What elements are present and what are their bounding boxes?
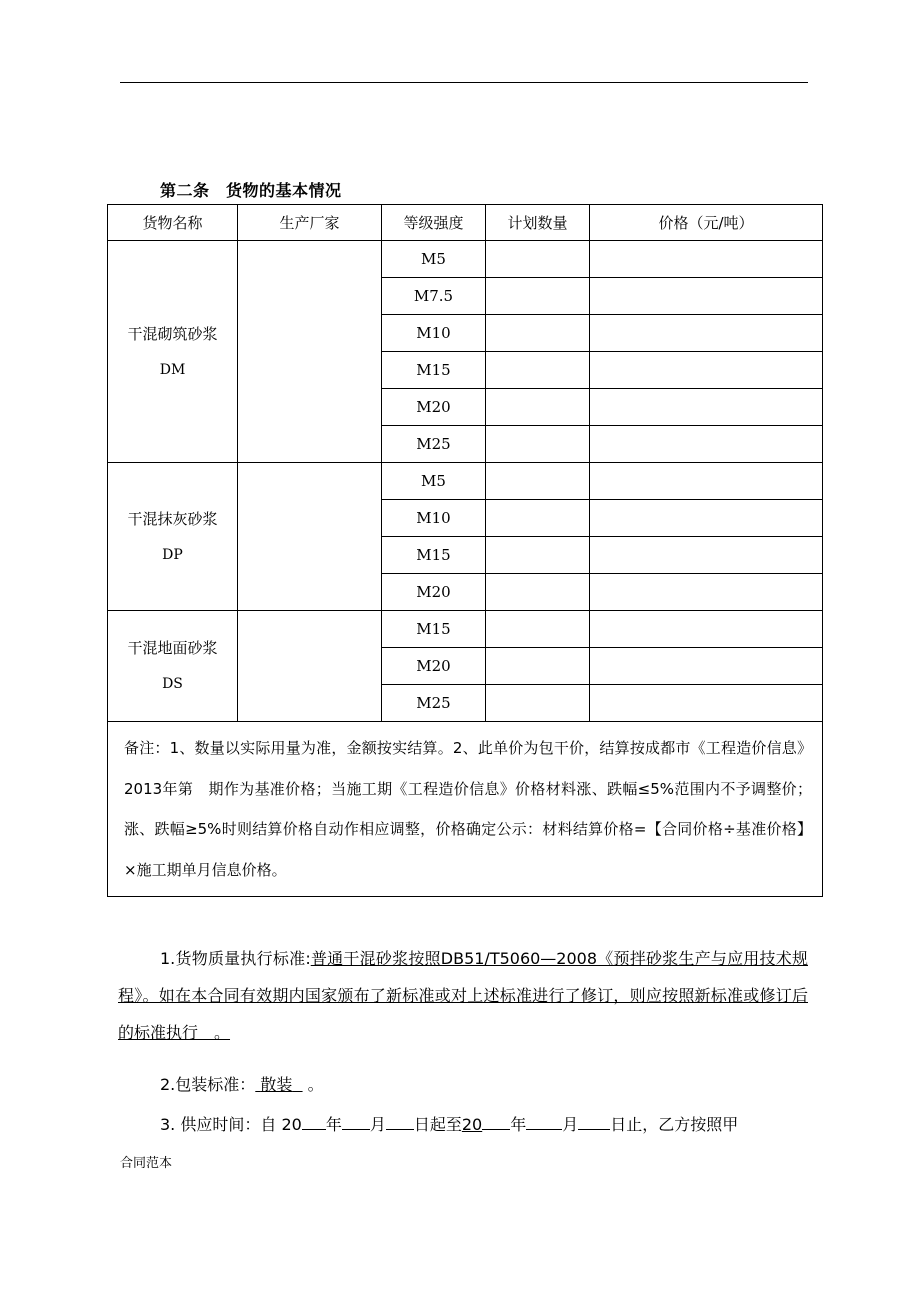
quantity-cell[interactable] xyxy=(486,574,590,611)
grade-cell: M20 xyxy=(382,389,486,426)
clause-packaging xyxy=(118,1066,808,1103)
clause3-year2-prefix: 20 xyxy=(461,1115,483,1134)
grade-cell: M5 xyxy=(382,241,486,278)
manufacturer-cell[interactable] xyxy=(238,241,382,463)
clause-quality-standard xyxy=(118,940,808,1051)
manufacturer-cell[interactable] xyxy=(238,463,382,611)
product-name: 干混地面砂浆 xyxy=(127,639,218,657)
product-name: 干混砌筑砂浆 xyxy=(127,324,218,343)
header-price: 价格（元/吨） xyxy=(590,205,823,241)
clause3-day-from: 日起至 xyxy=(413,1115,462,1134)
product-code: DM xyxy=(159,361,186,378)
quantity-cell[interactable] xyxy=(486,426,590,463)
quantity-cell[interactable] xyxy=(486,611,590,648)
day2-blank[interactable] xyxy=(578,1113,610,1130)
table-row xyxy=(108,241,823,278)
price-cell[interactable] xyxy=(590,278,823,315)
quantity-cell[interactable] xyxy=(486,537,590,574)
price-cell[interactable] xyxy=(590,426,823,463)
table-header-row xyxy=(108,205,823,241)
clause3-year1-prefix: 20 xyxy=(281,1115,302,1134)
price-cell[interactable] xyxy=(590,537,823,574)
header-goods-name: 货物名称 xyxy=(108,205,238,241)
quantity-cell[interactable] xyxy=(486,500,590,537)
header-manufacturer: 生产厂家 xyxy=(238,205,382,241)
quantity-cell[interactable] xyxy=(486,685,590,722)
product-name-cell xyxy=(108,241,238,463)
product-name: 干混抹灰砂浆 xyxy=(127,509,218,528)
month2-blank[interactable] xyxy=(526,1113,562,1130)
clause3-month1-label: 月 xyxy=(369,1115,386,1134)
grade-cell: M5 xyxy=(382,463,486,500)
grade-cell: M7.5 xyxy=(382,278,486,315)
quantity-cell[interactable] xyxy=(486,315,590,352)
quantity-cell[interactable] xyxy=(486,278,590,315)
clause3-prefix: 3. 供应时间：自 xyxy=(160,1115,277,1134)
clause3-day-to: 日止，乙方按照甲 xyxy=(610,1115,739,1134)
clause2-label: 2.包装标准： xyxy=(160,1075,256,1094)
month1-blank[interactable] xyxy=(342,1113,370,1130)
footer-label: 合同范本 xyxy=(120,1156,173,1171)
price-cell[interactable] xyxy=(590,574,823,611)
price-cell[interactable] xyxy=(590,389,823,426)
product-code: DP xyxy=(162,546,183,563)
clause2-value: 散装 xyxy=(260,1075,293,1094)
product-name-cell xyxy=(108,463,238,611)
grade-cell: M15 xyxy=(382,352,486,389)
clause1-text: 普通干混砂浆按照DB51/T5060—2008《预拌砂浆生产与应用技术规程》。如在本合同有效期内国家颁布了新标准或对上述标准进行了修订，则应按照新标准或修订后的标准执行 。 xyxy=(118,949,808,1042)
table-row xyxy=(108,463,823,500)
grade-cell: M20 xyxy=(382,574,486,611)
header-grade: 等级强度 xyxy=(382,205,486,241)
clause3-year2-label: 年 xyxy=(510,1115,527,1134)
quantity-cell[interactable] xyxy=(486,352,590,389)
clause2-end: 。 xyxy=(307,1075,324,1094)
table-row xyxy=(108,611,823,648)
header-quantity: 计划数量 xyxy=(486,205,590,241)
grade-cell: M10 xyxy=(382,315,486,352)
price-cell[interactable] xyxy=(590,611,823,648)
header-rule xyxy=(120,82,808,83)
quantity-cell[interactable] xyxy=(486,241,590,278)
day1-blank[interactable] xyxy=(386,1113,414,1130)
clause-supply-time xyxy=(118,1106,808,1143)
section-title: 第二条 货物的基本情况 xyxy=(160,181,342,200)
goods-table xyxy=(107,204,823,897)
manufacturer-cell[interactable] xyxy=(238,611,382,722)
quantity-cell[interactable] xyxy=(486,389,590,426)
price-cell[interactable] xyxy=(590,463,823,500)
year2-blank[interactable] xyxy=(482,1113,510,1130)
quantity-cell[interactable] xyxy=(486,463,590,500)
clause3-month2-label: 月 xyxy=(562,1115,579,1134)
price-cell[interactable] xyxy=(590,315,823,352)
remark-text: 备注：1、数量以实际用量为准，金额按实结算。2、此单价为包干价，结算按成都市《工程造价信息》2013年第 期作为基准价格；当施工期《工程造价信息》价格材料涨、跌幅≤5%范围内不予调整价；涨、跌幅≥5%时则结算价格自动作相应调整，价格确定公示：材料结算价格=【合同价格÷基准价格】×施工期单月信息价格。 xyxy=(108,722,823,897)
grade-cell: M15 xyxy=(382,537,486,574)
year1-blank[interactable] xyxy=(302,1113,326,1130)
price-cell[interactable] xyxy=(590,352,823,389)
clause1-label: 1.货物质量执行标准: xyxy=(160,949,311,968)
price-cell[interactable] xyxy=(590,500,823,537)
product-name-cell xyxy=(108,611,238,722)
quantity-cell[interactable] xyxy=(486,648,590,685)
clause3-year1-label: 年 xyxy=(325,1115,342,1134)
remark-row xyxy=(108,722,823,897)
grade-cell: M25 xyxy=(382,426,486,463)
grade-cell: M20 xyxy=(382,648,486,685)
product-code: DS xyxy=(162,676,183,692)
table-body xyxy=(108,241,823,897)
price-cell[interactable] xyxy=(590,241,823,278)
grade-cell: M25 xyxy=(382,685,486,722)
price-cell[interactable] xyxy=(590,685,823,722)
price-cell[interactable] xyxy=(590,648,823,685)
grade-cell: M15 xyxy=(382,611,486,648)
grade-cell: M10 xyxy=(382,500,486,537)
